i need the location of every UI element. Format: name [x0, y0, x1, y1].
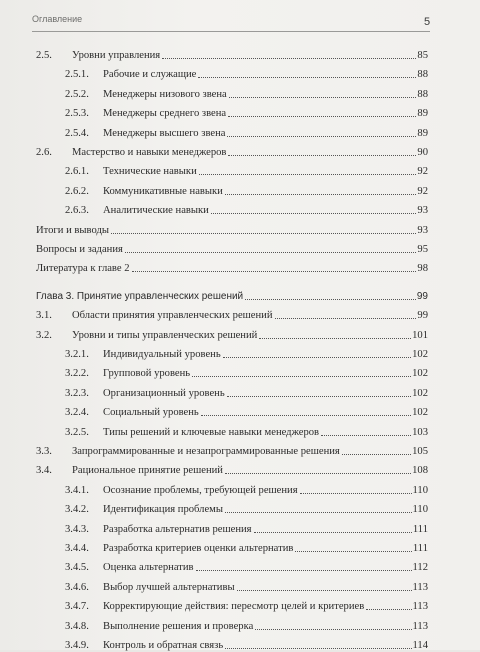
toc-entry [65, 344, 428, 361]
toc-entry-number: 3.4.2. [65, 504, 89, 516]
toc-entry-number: 2.6.3. [65, 205, 89, 217]
toc-entry-title: Менеджеры среднего звена [103, 108, 227, 120]
toc-entry-page: 88 [417, 88, 428, 100]
toc-entry [65, 383, 428, 400]
dot-leader [196, 570, 412, 571]
dot-leader [192, 376, 411, 377]
toc-entry-page: 92 [417, 185, 428, 197]
toc-entry-page: 85 [417, 50, 428, 61]
dot-leader [223, 357, 411, 358]
dot-leader [275, 318, 417, 319]
toc-entry [65, 103, 428, 120]
toc-entry-page: 101 [412, 329, 428, 341]
toc-entry-number: 2.6.1. [65, 166, 89, 178]
toc-entry-page: 102 [412, 407, 428, 419]
dot-leader [295, 551, 411, 552]
dot-leader [225, 473, 411, 474]
toc-entry [65, 161, 428, 178]
toc-entry-number: 3.4.9. [65, 640, 89, 651]
toc-entry-page: 111 [412, 523, 428, 535]
dot-leader [229, 97, 417, 98]
toc-entry [65, 200, 428, 217]
toc-entry-title: Запрограммированные и незапрограммированные решения [72, 446, 340, 457]
toc-entry-page: 93 [417, 224, 428, 236]
dot-leader [342, 454, 411, 455]
dot-leader [111, 233, 416, 234]
toc-entry-title: Контроль и обратная связь [103, 640, 224, 651]
toc-entry-number: 3.4.4. [65, 543, 89, 554]
toc-entry-title: Технические навыки [103, 166, 197, 178]
toc-entry-page: 89 [417, 127, 428, 139]
toc-entry [65, 538, 428, 555]
toc-entry-title: Глава 3. Принятие управленческих решений [36, 290, 244, 302]
toc-entry-number: 3.4. [36, 465, 52, 477]
dot-leader [227, 136, 416, 137]
dot-leader [228, 155, 416, 156]
toc-entry-number: 3.2.4. [65, 407, 89, 419]
dot-leader [225, 194, 417, 195]
toc-entry-title: Мастерство и навыки менеджеров [72, 147, 227, 158]
toc-entry [36, 460, 428, 477]
toc-entry-title: Типы решений и ключевые навыки менеджеров [103, 426, 320, 438]
toc-entry-page: 110 [412, 504, 428, 516]
toc-entry-page: 89 [417, 108, 428, 120]
dot-leader [228, 116, 416, 117]
toc-entry [65, 499, 428, 516]
toc-entry-title: Разработка критериев оценки альтернатив [103, 543, 294, 554]
toc-entry [65, 557, 428, 574]
toc-entry [36, 305, 428, 322]
toc-entry-title: Области принятия управленческих решений [72, 310, 273, 322]
toc-entry-title: Коммуникативные навыки [103, 185, 223, 197]
toc-entry [65, 123, 428, 140]
toc-entry-page: 111 [412, 543, 428, 554]
toc-entry-page: 113 [412, 620, 428, 632]
toc-entry-page: 99 [416, 290, 428, 302]
toc-entry-page: 113 [412, 601, 428, 613]
toc-entry [65, 616, 428, 633]
toc-entry [65, 519, 428, 536]
toc-entry-number: 2.6.2. [65, 185, 89, 197]
toc-entry-number: 3.3. [36, 446, 52, 457]
dot-leader [321, 435, 411, 436]
dot-leader [211, 213, 417, 214]
toc-entry-title: Разработка альтернатив решения [103, 523, 252, 535]
toc-entry-number: 3.4.1. [65, 484, 89, 496]
toc-entry [65, 181, 428, 198]
toc-entry [65, 635, 428, 652]
toc-entry-title: Вопросы и задания [36, 244, 123, 255]
dot-leader [132, 271, 417, 272]
dot-leader [199, 174, 417, 175]
toc-entry [65, 64, 428, 81]
toc-chapter-heading [36, 286, 428, 303]
dot-leader [198, 77, 416, 78]
dot-leader [201, 415, 411, 416]
toc-entry [65, 596, 428, 613]
toc-entry-page: 92 [417, 166, 428, 178]
toc-entry [65, 422, 428, 439]
dot-leader [237, 590, 412, 591]
toc-entry [36, 325, 428, 342]
toc-entry [65, 480, 428, 497]
dot-leader [259, 338, 411, 339]
dot-leader [225, 648, 411, 649]
toc-entry-number: 3.2.1. [65, 349, 89, 360]
toc-entry-title: Корректирующие действия: пересмотр целей и критериев [103, 601, 365, 613]
toc-entry-title: Оценка альтернатив [103, 562, 194, 574]
toc-entry [36, 258, 428, 275]
toc-entry [65, 84, 428, 101]
toc-entry-number: 3.2. [36, 329, 52, 341]
toc-entry-number: 2.6. [36, 147, 52, 158]
toc-entry-number: 3.4.5. [65, 562, 89, 574]
toc-entry-page: 114 [412, 640, 428, 651]
toc-entry-number: 3.2.5. [65, 426, 89, 438]
dot-leader [245, 299, 416, 300]
dot-leader [162, 58, 416, 59]
toc-entry-page: 103 [412, 426, 428, 438]
toc-entry-number: 2.5. [36, 50, 52, 61]
dot-leader [366, 609, 411, 610]
toc-entry-number: 3.4.8. [65, 620, 89, 632]
toc-entry-title: Итоги и выводы [36, 224, 109, 236]
toc-entry [36, 45, 428, 62]
toc-entry-title: Рациональное принятие решений [72, 465, 223, 477]
toc-entry-page: 98 [417, 263, 428, 275]
toc-entry [36, 220, 428, 237]
toc-entry-title: Выполнение решения и проверка [103, 620, 254, 632]
toc-entry-page: 108 [412, 465, 428, 477]
toc-entry-title: Уровни и типы управленческих решений [72, 329, 258, 341]
dot-leader [227, 396, 411, 397]
toc-entry-number: 2.5.2. [65, 88, 89, 100]
dot-leader [300, 493, 412, 494]
page-number: 5 [424, 16, 431, 28]
toc-entry-page: 90 [417, 147, 428, 158]
toc-entry-title: Организационный уровень [103, 387, 225, 399]
toc-entry [36, 142, 428, 159]
running-header [32, 13, 430, 32]
toc-entry-page: 110 [412, 484, 428, 496]
toc-entry [36, 239, 428, 256]
dot-leader [125, 252, 417, 253]
toc-entry [36, 441, 428, 458]
toc-entry-page: 99 [417, 310, 428, 322]
toc-entry-page: 102 [412, 387, 428, 399]
toc-entry [65, 363, 428, 380]
toc-entry-title: Литература к главе 2 [36, 263, 130, 275]
toc-entry-number: 3.2.2. [65, 368, 89, 380]
toc-entry [65, 402, 428, 419]
toc-entry-title: Выбор лучшей альтернативы [103, 581, 235, 593]
toc-entry-page: 95 [417, 244, 428, 255]
header-title: Оглавление [32, 14, 83, 24]
toc-entry-title: Групповой уровень [103, 368, 191, 380]
toc-entry-page: 112 [412, 562, 428, 574]
toc-entry-number: 2.5.1. [65, 69, 89, 81]
toc-entry-title: Осознание проблемы, требующей решения [103, 484, 298, 496]
toc-entry-page: 102 [412, 349, 428, 360]
toc-entry-page: 93 [417, 205, 428, 217]
toc-entry-title: Менеджеры низового звена [103, 88, 227, 100]
dot-leader [254, 532, 412, 533]
toc-entry-number: 2.5.3. [65, 108, 89, 120]
toc-entry-title: Аналитические навыки [103, 205, 209, 217]
toc-entry-number: 3.4.7. [65, 601, 89, 613]
toc-entry [65, 577, 428, 594]
toc-entry-number: 3.2.3. [65, 387, 89, 399]
toc-entry-title: Идентификация проблемы [103, 504, 223, 516]
dot-leader [225, 512, 412, 513]
toc-entry-number: 3.4.6. [65, 581, 89, 593]
toc-entry-number: 3.4.3. [65, 523, 89, 535]
dot-leader [255, 629, 411, 630]
toc-entry-number: 3.1. [36, 310, 52, 322]
toc-entry-title: Индивидуальный уровень [103, 349, 221, 360]
toc-entry-page: 113 [412, 581, 428, 593]
toc-entry-title: Менеджеры высшего звена [103, 127, 226, 139]
toc-entry-page: 102 [412, 368, 428, 380]
toc-entry-title: Уровни управления [72, 50, 161, 61]
toc-entry-page: 88 [417, 69, 428, 81]
toc-entry-title: Рабочие и служащие [103, 69, 197, 81]
toc-entry-page: 105 [412, 446, 428, 457]
toc-entry-number: 2.5.4. [65, 127, 89, 139]
toc-entry-title: Социальный уровень [103, 407, 199, 419]
